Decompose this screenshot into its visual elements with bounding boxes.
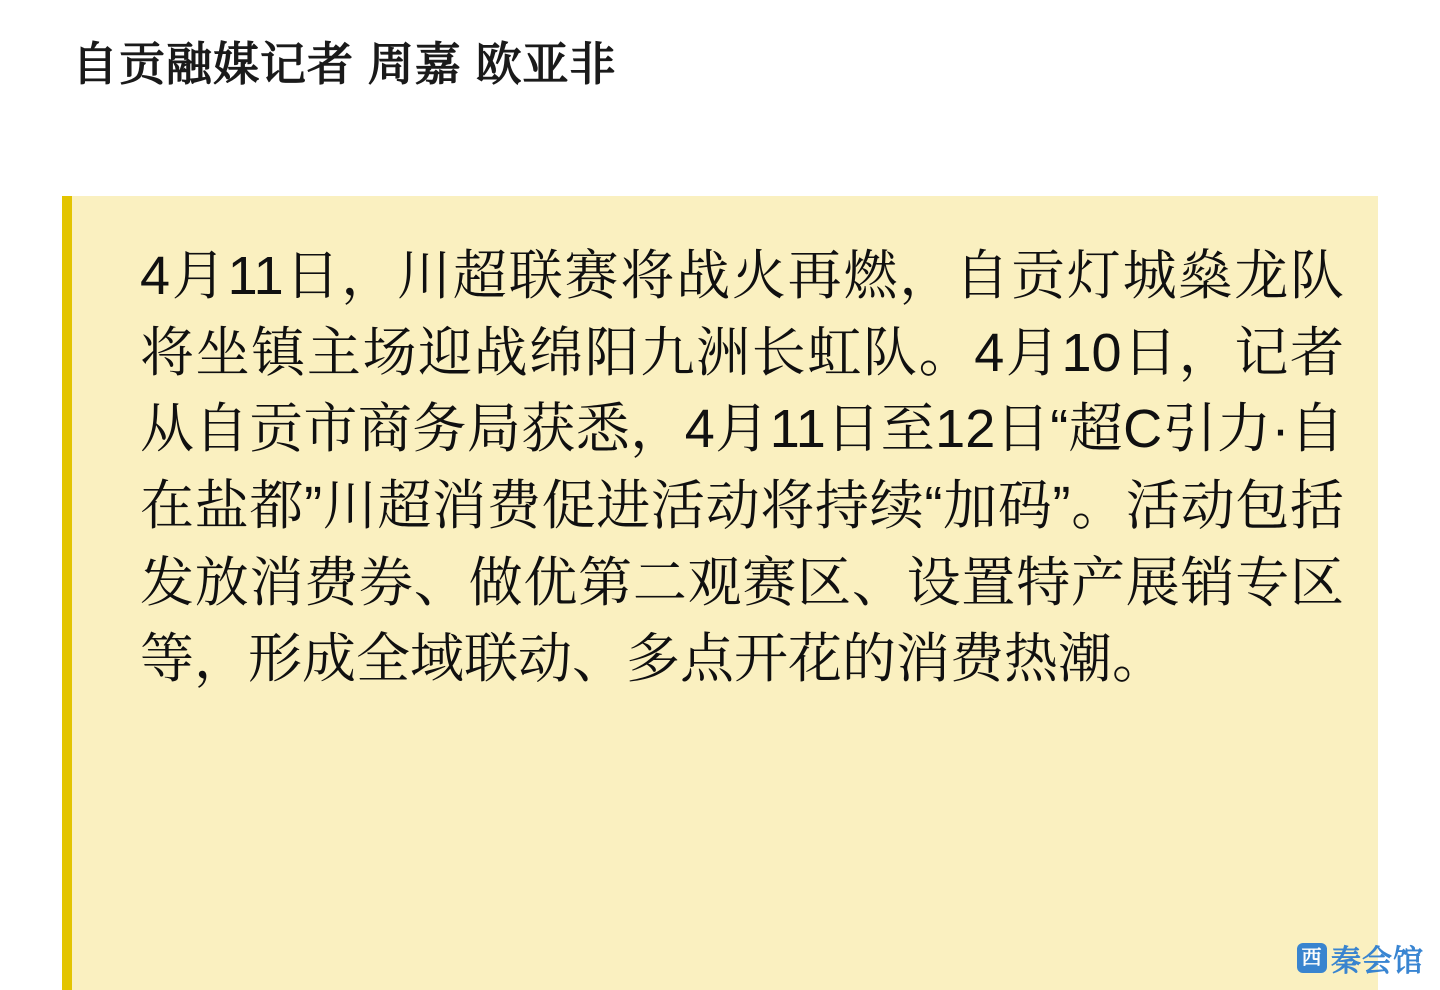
article-byline: 自贡融媒记者 周嘉 欧亚非 <box>72 38 617 90</box>
watermark-logo-icon: 西 <box>1297 943 1327 973</box>
watermark-label: 秦会馆 <box>1331 945 1424 978</box>
watermark <box>1297 936 1424 980</box>
highlighted-quote-block <box>62 196 1378 990</box>
quote-paragraph: 4月11日，川超联赛将战火再燃，自贡灯城燊龙队将坐镇主场迎战绵阳九洲长虹队。4月10日，记者从自贡市商务局获悉，4月11日至12日“超C引力·自在盐都”川超消费促进活动将持续“加码”。活动包括发放消费券、做优第二观赛区、设置特产展销专区等，形成全域联动、多点开花的消费热潮。 <box>140 246 1344 690</box>
